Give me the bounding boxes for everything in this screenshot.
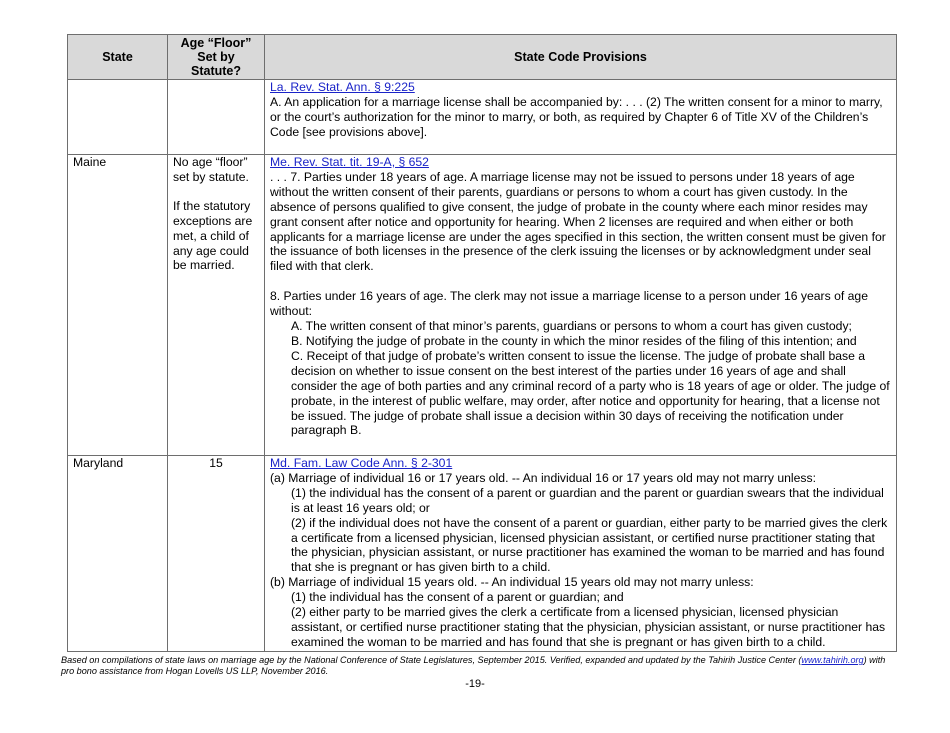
tahirih-link[interactable]: www.tahirih.org (801, 655, 864, 665)
age-floor-cell (168, 155, 265, 456)
citation-link[interactable]: La. Rev. Stat. Ann. § 9:225 (270, 80, 415, 94)
provisions-cell (265, 155, 897, 456)
provision-subitem: (2) if the individual does not have the consent of a parent or guardian, either party to be married gives the clerk a certificate from a licensed physician, licensed physician assistant, or certified nurse practitioner stating that the physician, physician assistant, or nurse practitioner has examined the woman to be married and has found that she is pregnant or has given birth to a child. (291, 515, 888, 575)
state-cell (68, 80, 168, 155)
provision-paragraph: (b) Marriage of individual 15 years old. -- An individual 15 years old may not marry unless: (270, 575, 754, 590)
provision-subitem: (2) either party to be married gives the clerk a certificate from a licensed physician, licensed physician assistant, or certified nurse practitioner stating that the physician, physician assistant, or nurse practitioner has examined the woman to be married and has found that she is pregnant or has given birth to a child. (291, 605, 886, 649)
provisions-cell (265, 456, 897, 652)
provision-subitem: C. Receipt of that judge of probate’s written consent to issue the license. The judge of probate shall base a decision on whether to issue consent on the best interest of the parties under 16 years of age and shall consider the age of both parties and any criminal record of a party who is 18 years of age or older. The judge of probate, in the interest of public welfare, may order, after notice and opportunity for hearing, that a license not be issued. The judge of probate shall issue a decision within 30 days of receiving the notification under paragraph B. (291, 348, 890, 438)
provision-subitem: A. The written consent of that minor’s parents, guardians or persons to whom a court has given custody; (291, 319, 852, 334)
page-number: -19- (465, 678, 485, 690)
header-state: State (68, 35, 168, 80)
table-row (68, 80, 897, 155)
age-floor-cell (168, 80, 265, 155)
provision-subitem: (1) the individual has the consent of a parent or guardian; and (291, 590, 624, 605)
state-cell: Maryland (68, 456, 168, 652)
table-row (68, 456, 897, 652)
provisions-cell (265, 80, 897, 155)
header-age-floor: Age “Floor” Set by Statute? (168, 35, 265, 80)
age-floor-note: No age “floor” set by statute. (173, 155, 249, 184)
table-row (68, 155, 897, 456)
source-footnote (61, 655, 893, 677)
provision-paragraph: 8. Parties under 16 years of age. The clerk may not issue a marriage license to a person under 16 years of age without: (270, 289, 868, 319)
citation-link[interactable]: Me. Rev. Stat. tit. 19-A, § 652 (270, 155, 429, 169)
provision-subitem: B. Notifying the judge of probate in the county in which the minor resides of the filing of this intention; and (291, 333, 857, 348)
citation-link[interactable]: Md. Fam. Law Code Ann. § 2-301 (270, 456, 453, 470)
footnote-text: ) with pro bono assistance from Hogan Lovells US LLP, November 2016. (61, 655, 886, 676)
marriage-law-table (67, 34, 897, 652)
provision-paragraph: A. An application for a marriage license shall be accompanied by: . . . (2) The written consent for a minor to marry, or the court’s authorization for the minor to marry, or both, as required by Chapter 6 of Title XV of the Children’s Code [see provisions above]. (270, 94, 883, 139)
provision-paragraph: (a) Marriage of individual 16 or 17 years old. -- An individual 16 or 17 years old may not marry unless: (270, 470, 816, 485)
provision-subitem: (1) the individual has the consent of a parent or guardian and the parent or guardian swears that the individual is at least 16 years old; or (291, 485, 884, 515)
provision-paragraph: . . . 7. Parties under 18 years of age. A marriage license may not be issued to persons under 18 years of age without the written consent of their parents, guardians or persons to whom a court has given custody. In the absence of persons qualified to give consent, the judge of probate in the county where each minor resides may grant consent after notice and opportunity for hearing. When 2 licenses are required and when either or both applicants for a marriage license are under the ages specified in this section, the written consent must be given for the issuance of both licenses in the presence of the clerk issuing the licenses or by acknowledgment under seal filed with that clerk. (270, 169, 886, 274)
table-header-row (68, 35, 897, 80)
age-floor-cell: 15 (168, 456, 265, 652)
state-cell: Maine (68, 155, 168, 456)
header-provisions: State Code Provisions (265, 35, 897, 80)
footnote-text: Based on compilations of state laws on marriage age by the National Conference of State Legislatures, September 2015. Verified, expanded and updated by the Tahirih Justice Center ( (61, 655, 802, 665)
age-floor-exception-note: If the statutory exceptions are met, a child of any age could be married. (173, 198, 253, 273)
